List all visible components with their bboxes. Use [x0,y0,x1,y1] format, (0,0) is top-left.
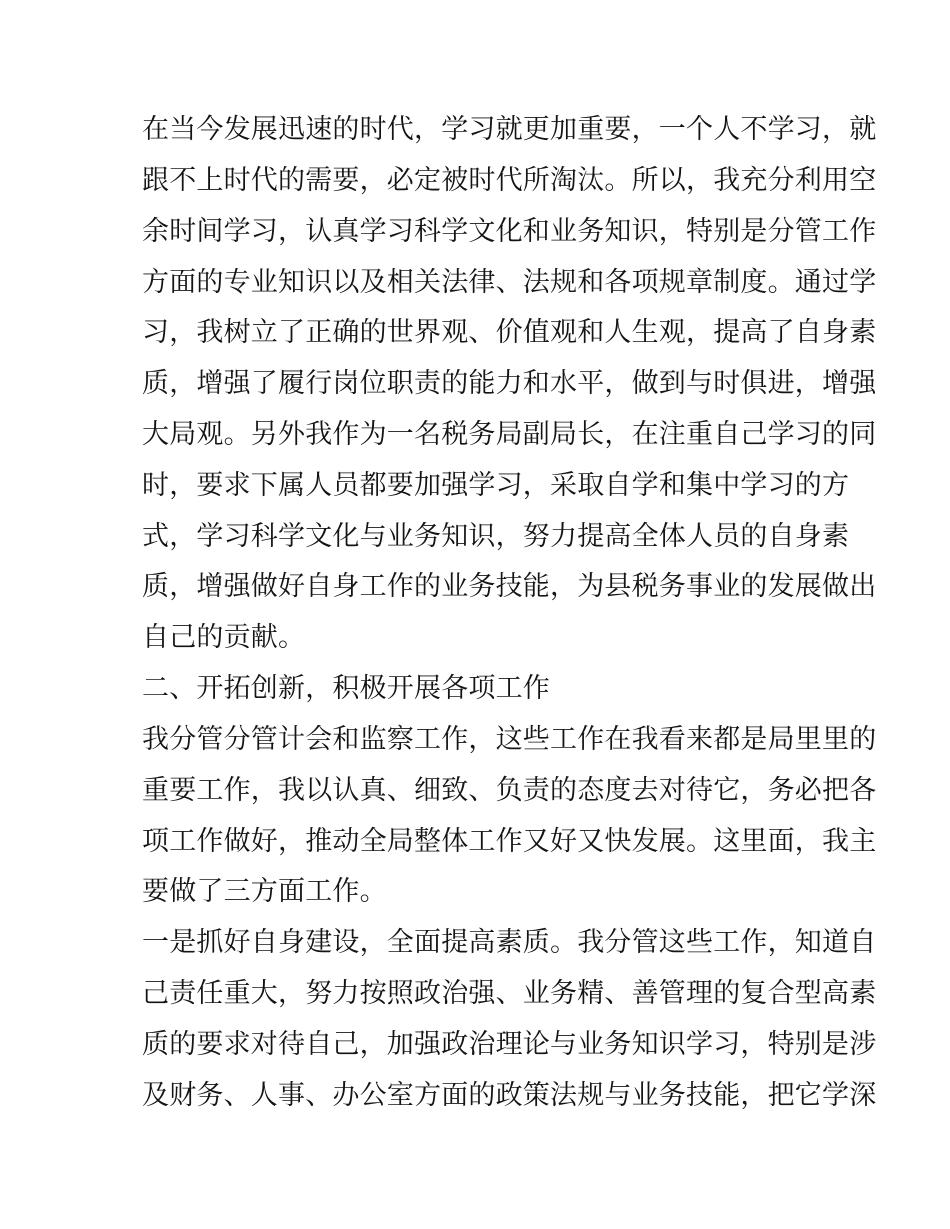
text-line: 习，我树立了正确的世界观、价值观和人生观，提高了自身素 [142,317,877,348]
section-heading: 二、开拓创新，积极开展各项工作 [142,673,550,704]
text-line: 自己的贡献。 [142,622,306,653]
text-line: 己责任重大，努力按照政治强、业务精、善管理的复合型高素 [142,978,877,1009]
text-line: 质，增强了履行岗位职责的能力和水平，做到与时俱进，增强 [142,368,877,399]
text-line: 式，学习科学文化与业务知识，努力提高全体人员的自身素 [142,521,850,552]
text-line: 质的要求对待自己，加强政治理论与业务知识学习，特别是涉 [142,1029,877,1060]
text-line: 项工作做好，推动全局整体工作又好又快发展。这里面，我主 [142,826,877,857]
text-line: 质，增强做好自身工作的业务技能，为县税务事业的发展做出 [142,571,877,602]
text-line: 跟不上时代的需要，必定被时代所淘汰。所以，我充分利用空 [142,165,877,196]
text-line: 大局观。另外我作为一名税务局副局长，在注重自己学习的同 [142,419,877,450]
text-line: 一是抓好自身建设，全面提高素质。我分管这些工作，知道自 [142,927,877,958]
text-line: 及财务、人事、办公室方面的政策法规与业务技能，把它学深 [142,1080,877,1111]
text-line: 重要工作，我以认真、细致、负责的态度去对待它，务必把各 [142,775,877,806]
text-line: 余时间学习，认真学习科学文化和业务知识，特别是分管工作 [142,216,877,247]
text-line: 方面的专业知识以及相关法律、法规和各项规章制度。通过学 [142,267,877,298]
text-line: 时，要求下属人员都要加强学习，采取自学和集中学习的方 [142,470,850,501]
text-line: 要做了三方面工作。 [142,876,387,907]
text-line: 在当今发展迅速的时代，学习就更加重要，一个人不学习，就 [142,114,877,145]
text-line: 我分管分管计会和监察工作，这些工作在我看来都是局里里的 [142,724,877,755]
